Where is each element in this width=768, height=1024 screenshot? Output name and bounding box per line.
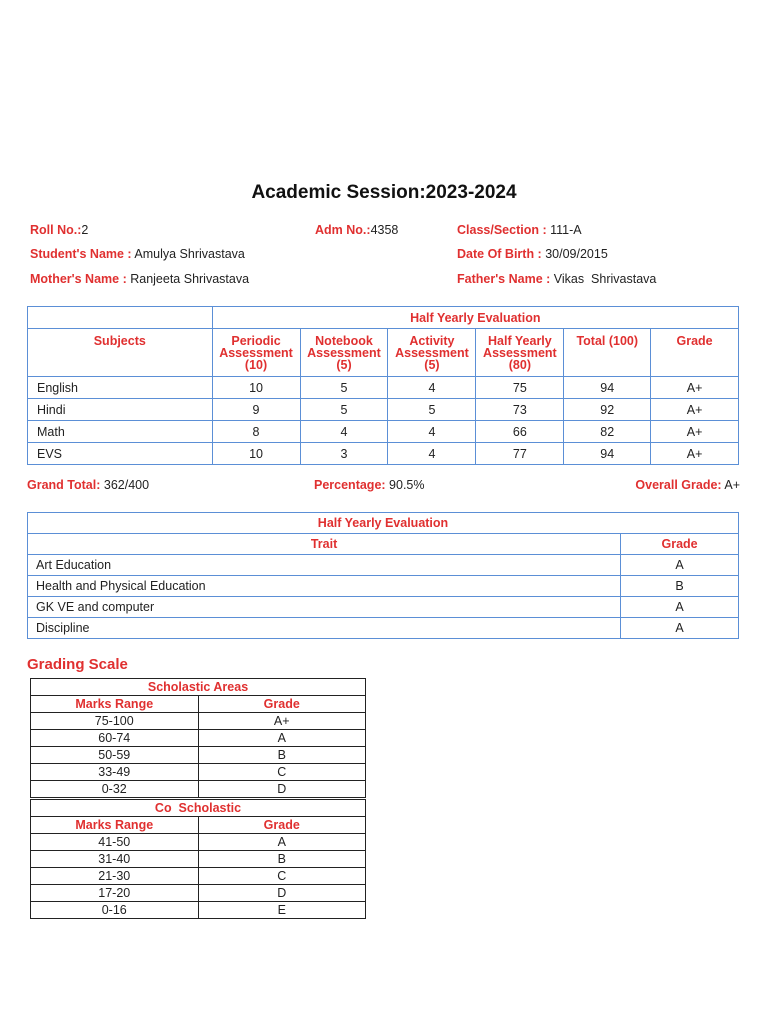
- page-title: Academic Session:2023-2024: [251, 182, 517, 203]
- trait-grade-cell: A: [621, 618, 739, 639]
- range-cell: 0-16: [31, 902, 199, 919]
- grade-cell: D: [198, 781, 366, 798]
- table-cell: 4: [388, 377, 476, 399]
- table-cell: 82: [564, 421, 651, 443]
- student-name: [30, 247, 245, 261]
- table-cell: 75: [476, 377, 564, 399]
- table-row: [31, 764, 366, 781]
- col-header-half-yearly: Half Yearly Assessment (80): [476, 329, 564, 377]
- trait-grade-cell: A: [621, 555, 739, 576]
- table-row: [31, 781, 366, 798]
- father-value: Vikas Shrivastava: [550, 272, 657, 286]
- grade-cell: D: [198, 885, 366, 902]
- grade-cell: B: [198, 747, 366, 764]
- grade-cell: B: [198, 851, 366, 868]
- table-row: [28, 421, 739, 443]
- adm-value: 4358: [370, 223, 399, 237]
- grade-cell: C: [198, 868, 366, 885]
- adm-label: Adm No.:: [315, 223, 371, 237]
- range-cell: 41-50: [31, 834, 199, 851]
- roll-value: 2: [81, 223, 89, 237]
- traits-group-header: Half Yearly Evaluation: [28, 513, 739, 534]
- grade-cell: A: [198, 730, 366, 747]
- table-row: [28, 576, 739, 597]
- table-row: [31, 834, 366, 851]
- table-row: [28, 618, 739, 639]
- table-row: [31, 713, 366, 730]
- class-label: Class/Section :: [457, 223, 547, 237]
- percentage-value: 90.5%: [385, 478, 425, 492]
- overall-grade-label: Overall Grade:: [635, 478, 722, 492]
- roll-label: Roll No.:: [30, 223, 82, 237]
- scholastic-header: Scholastic Areas: [31, 679, 366, 696]
- table-cell: 4: [388, 443, 476, 465]
- range-cell: 75-100: [31, 713, 199, 730]
- table-cell: 5: [300, 377, 388, 399]
- table-row: [31, 730, 366, 747]
- trait-grade-cell: B: [621, 576, 739, 597]
- grading-scale-table: [30, 678, 366, 919]
- table-cell: A+: [651, 443, 739, 465]
- marks-group-header: Half Yearly Evaluation: [212, 307, 738, 329]
- table-cell: A+: [651, 377, 739, 399]
- mother-value: Ranjeeta Shrivastava: [126, 272, 250, 286]
- table-row: [28, 399, 739, 421]
- table-cell: 9: [212, 399, 300, 421]
- subject-cell: Math: [28, 421, 213, 443]
- subjects-header: Subjects: [28, 329, 213, 377]
- range-cell: 21-30: [31, 868, 199, 885]
- dob-label: Date Of Birth :: [457, 247, 542, 261]
- range-header: Marks Range: [31, 696, 199, 713]
- overall-grade: [635, 478, 740, 492]
- grand-total: [27, 478, 149, 492]
- table-cell: 3: [300, 443, 388, 465]
- range-cell: 60-74: [31, 730, 199, 747]
- grade-header: Grade: [198, 696, 366, 713]
- trait-cell: Art Education: [28, 555, 621, 576]
- marks-table: [27, 306, 739, 465]
- grading-scale-title: Grading Scale: [27, 656, 128, 673]
- trait-cell: Health and Physical Education: [28, 576, 621, 597]
- table-cell: 77: [476, 443, 564, 465]
- grand-total-label: Grand Total:: [27, 478, 101, 492]
- class-section: [457, 223, 582, 237]
- mother-name: [30, 272, 249, 286]
- father-label: Father's Name :: [457, 272, 551, 286]
- overall-grade-value: A+: [721, 478, 740, 492]
- table-row: [28, 597, 739, 618]
- co-scholastic-header: Co Scholastic: [31, 800, 366, 817]
- date-of-birth: [457, 247, 608, 261]
- trait-cell: GK VE and computer: [28, 597, 621, 618]
- range-cell: 50-59: [31, 747, 199, 764]
- student-name-value: Amulya Shrivastava: [131, 247, 245, 261]
- table-cell: 4: [388, 421, 476, 443]
- traits-table: [27, 512, 739, 639]
- grade-header: Grade: [198, 817, 366, 834]
- grade-cell: C: [198, 764, 366, 781]
- table-cell: 5: [300, 399, 388, 421]
- table-cell: 73: [476, 399, 564, 421]
- col-header-periodic: Periodic Assessment (10): [212, 329, 300, 377]
- subject-cell: Hindi: [28, 399, 213, 421]
- mother-label: Mother's Name :: [30, 272, 127, 286]
- range-cell: 31-40: [31, 851, 199, 868]
- percentage: [314, 478, 424, 492]
- table-row: [28, 443, 739, 465]
- table-cell: 4: [300, 421, 388, 443]
- grade-cell: A: [198, 834, 366, 851]
- trait-header: Trait: [28, 534, 621, 555]
- table-cell: 94: [564, 443, 651, 465]
- table-cell: 92: [564, 399, 651, 421]
- col-header-notebook: Notebook Assessment (5): [300, 329, 388, 377]
- table-cell: 10: [212, 377, 300, 399]
- roll-number: [30, 223, 88, 237]
- percentage-label: Percentage:: [314, 478, 386, 492]
- range-cell: 33-49: [31, 764, 199, 781]
- table-row: [28, 377, 739, 399]
- trait-grade-header: Grade: [621, 534, 739, 555]
- grade-cell: E: [198, 902, 366, 919]
- subject-cell: English: [28, 377, 213, 399]
- col-header-total: Total (100): [564, 329, 651, 377]
- table-cell: A+: [651, 421, 739, 443]
- table-cell: 94: [564, 377, 651, 399]
- range-cell: 17-20: [31, 885, 199, 902]
- table-cell: 8: [212, 421, 300, 443]
- trait-cell: Discipline: [28, 618, 621, 639]
- student-name-label: Student's Name :: [30, 247, 132, 261]
- grand-total-value: 362/400: [100, 478, 150, 492]
- table-row: [31, 885, 366, 902]
- empty-corner: [28, 307, 213, 329]
- col-header-activity: Activity Assessment (5): [388, 329, 476, 377]
- table-row: [28, 555, 739, 576]
- table-row: [31, 902, 366, 919]
- table-cell: 5: [388, 399, 476, 421]
- class-value: 111-A: [546, 223, 582, 237]
- grade-cell: A+: [198, 713, 366, 730]
- trait-grade-cell: A: [621, 597, 739, 618]
- table-cell: 66: [476, 421, 564, 443]
- range-cell: 0-32: [31, 781, 199, 798]
- table-cell: 10: [212, 443, 300, 465]
- table-row: [31, 868, 366, 885]
- col-header-grade: Grade: [651, 329, 739, 377]
- father-name: [457, 272, 656, 286]
- admission-number: [315, 223, 398, 237]
- table-row: [31, 851, 366, 868]
- table-row: [31, 747, 366, 764]
- subject-cell: EVS: [28, 443, 213, 465]
- range-header: Marks Range: [31, 817, 199, 834]
- table-cell: A+: [651, 399, 739, 421]
- dob-value: 30/09/2015: [541, 247, 608, 261]
